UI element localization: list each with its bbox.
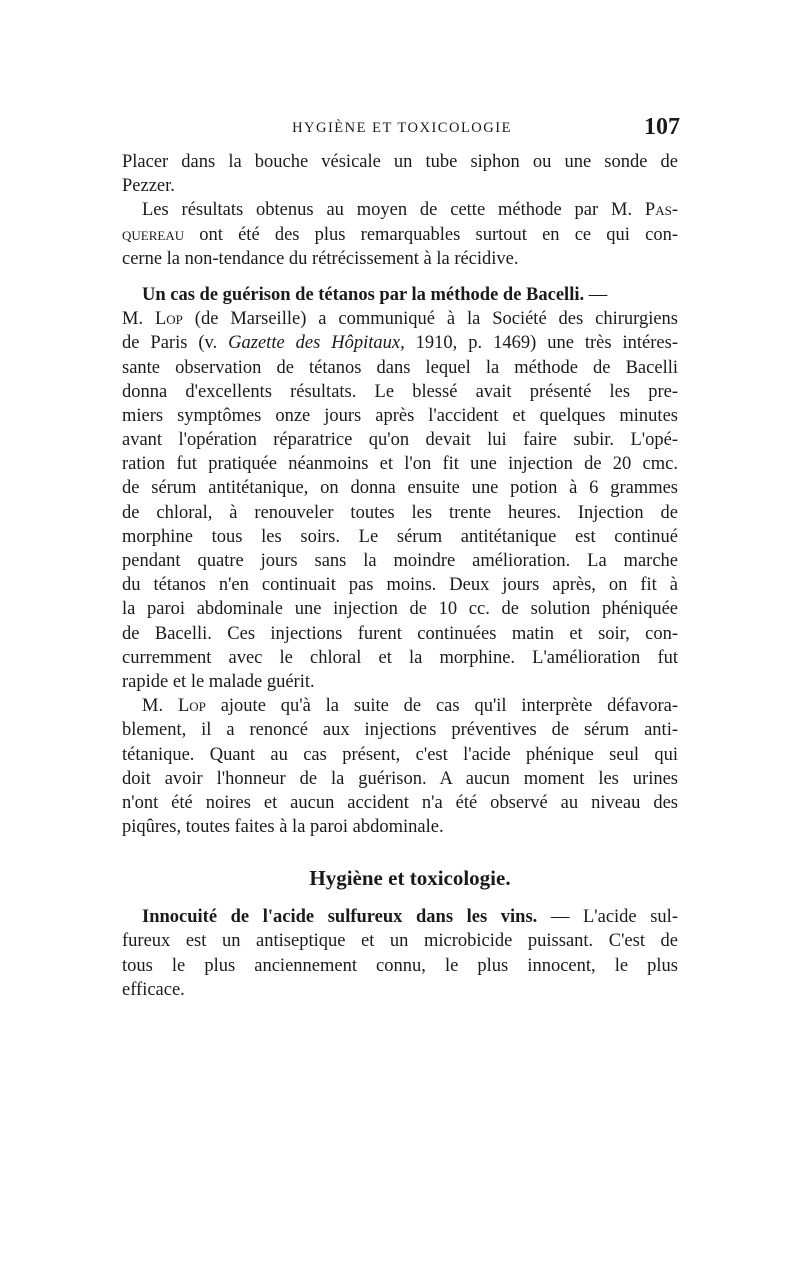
text-line: tétanique. Quant au cas présent, c'est l'acide phénique seul qui	[122, 744, 678, 765]
text-line: piqûres, toutes faites à la paroi abdominale.	[122, 817, 444, 838]
text-line	[122, 307, 678, 331]
text-line: donna d'excellents résultats. Le blessé avait présenté les pre-	[122, 381, 678, 402]
article-heading-line	[122, 283, 678, 307]
text-line: sante observation de tétanos dans lequel la méthode de Bacelli	[122, 357, 678, 378]
text-line: de chloral, à renouveler toutes les trente heures. Injection de	[122, 502, 678, 523]
text-line	[122, 694, 678, 718]
text-span: Les résultats obtenus au moyen de cette méthode par M.	[142, 200, 645, 221]
text-span: (de Marseille) a communiqué à la Société des chirurgiens	[182, 309, 679, 330]
text-line: tous le plus anciennement connu, le plus innocent, le plus	[122, 955, 678, 976]
text-line: avant l'opération réparatrice qu'on devait lui faire subir. L'opé-	[122, 430, 678, 451]
text-line: Pezzer.	[122, 176, 175, 197]
text-span: M.	[122, 309, 155, 330]
text-line	[122, 223, 678, 247]
text-line: curremment avec le chloral et la morphine. L'amélioration fut	[122, 647, 678, 668]
text-line: miers symptômes onze jours après l'accident et quelques minutes	[122, 405, 678, 426]
text-line: la paroi abdominale une injection de 10 cc. de solution phéniquée	[122, 599, 678, 620]
text-span: ont été des plus remarquables surtout en ce qui con-	[184, 224, 678, 245]
text-line: n'ont été noires et aucun accident n'a été observé au niveau des	[122, 792, 678, 813]
text-line: blement, il a renoncé aux injections préventives de sérum anti-	[122, 720, 678, 741]
text-line: ration fut pratiquée néanmoins et l'on fit une injection de 20 cmc.	[122, 454, 678, 475]
running-head	[122, 114, 682, 144]
author-name: Lop	[177, 696, 206, 717]
author-name: Lop	[154, 309, 183, 330]
text-line: Placer dans la bouche vésicale un tube siphon ou une sonde de	[122, 152, 678, 172]
text-line: du tétanos n'en continuait pas moins. Deux jours après, on fit à	[122, 575, 678, 596]
text-line: efficace.	[122, 979, 185, 1000]
article-heading: Innocuité de l'acide sulfureux dans les vins.	[142, 907, 538, 928]
section-title: Hygiène et toxicologie.	[309, 866, 511, 891]
text-span: — L'acide sul-	[537, 907, 678, 928]
author-name: quereau	[122, 224, 185, 245]
text-span: , 1910, p. 1469) une très intéres-	[400, 333, 678, 354]
text-line: de Bacelli. Ces injections furent continuées matin et soir, con-	[122, 623, 678, 644]
page-number: 107	[644, 114, 680, 140]
author-name: Pas-	[644, 200, 678, 221]
text-span: de Paris (v.	[122, 333, 229, 354]
text-line: de sérum antitétanique, on donna ensuite une potion à 6 grammes	[122, 478, 678, 499]
body-text	[122, 150, 678, 1002]
text-line: cerne la non-tendance du rétrécissement à la récidive.	[122, 248, 519, 269]
text-span: ajoute qu'à la suite de cas qu'il interprète défavora-	[205, 696, 678, 717]
text-line	[122, 198, 678, 222]
text-line: doit avoir l'honneur de la guérison. A aucun moment les urines	[122, 768, 678, 789]
text-line: rapide et le malade guérit.	[122, 671, 315, 692]
journal-title: Gazette des Hôpitaux	[228, 333, 401, 354]
text-line: fureux est un antiseptique et un microbicide puissant. C'est de	[122, 931, 678, 952]
running-title: HYGIÈNE ET TOXICOLOGIE	[292, 120, 512, 136]
text-span: M.	[142, 696, 178, 717]
text-line	[122, 905, 678, 929]
article-heading: Un cas de guérison de tétanos par la méthode de Bacelli.	[142, 284, 585, 305]
text-line	[122, 331, 678, 355]
heading-dash: —	[584, 284, 608, 305]
text-line: pendant quatre jours sans la moindre amélioration. La marche	[122, 551, 678, 571]
text-line: morphine tous les soirs. Le sérum antitétanique est continué	[122, 526, 678, 547]
